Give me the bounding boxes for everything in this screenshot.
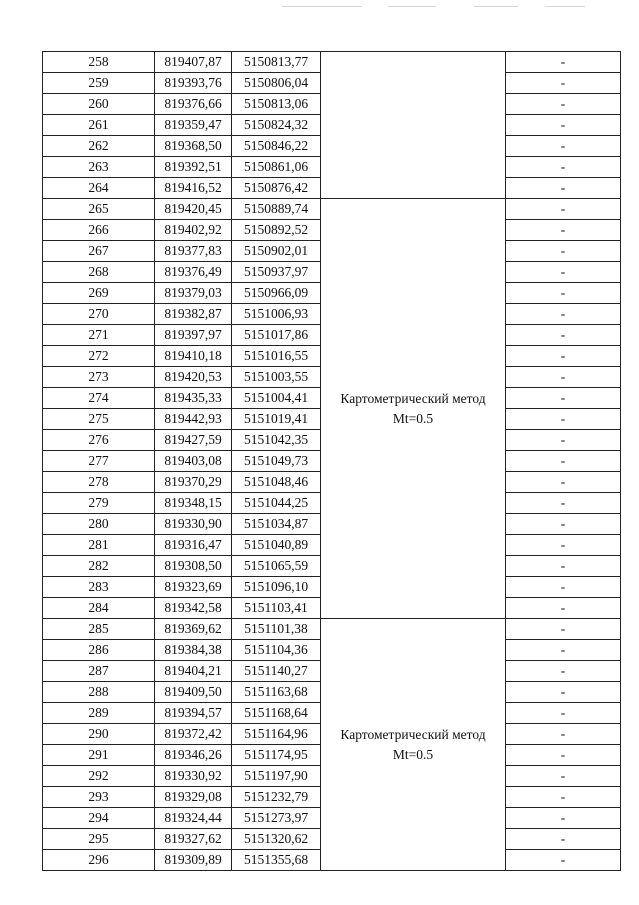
method-label: Картометрический метод — [340, 390, 486, 406]
point-number-cell: 265 — [43, 199, 155, 220]
x-coordinate-cell: 819402,92 — [155, 220, 232, 241]
point-number-cell: 290 — [43, 724, 155, 745]
note-cell: - — [506, 52, 621, 73]
x-coordinate-cell: 819382,87 — [155, 304, 232, 325]
note-cell: - — [506, 766, 621, 787]
point-number-cell: 277 — [43, 451, 155, 472]
point-number-cell: 268 — [43, 262, 155, 283]
x-coordinate-cell: 819416,52 — [155, 178, 232, 199]
x-coordinate-cell: 819359,47 — [155, 115, 232, 136]
point-number-cell: 267 — [43, 241, 155, 262]
y-coordinate-cell: 5151168,64 — [232, 703, 321, 724]
point-number-cell: 294 — [43, 808, 155, 829]
point-number-cell: 280 — [43, 514, 155, 535]
y-coordinate-cell: 5150889,74 — [232, 199, 321, 220]
point-number-cell: 273 — [43, 367, 155, 388]
y-coordinate-cell: 5151044,25 — [232, 493, 321, 514]
x-coordinate-cell: 819308,50 — [155, 556, 232, 577]
x-coordinate-cell: 819368,50 — [155, 136, 232, 157]
y-coordinate-cell: 5151017,86 — [232, 325, 321, 346]
x-coordinate-cell: 819329,08 — [155, 787, 232, 808]
method-cell — [321, 199, 506, 619]
y-coordinate-cell: 5151004,41 — [232, 388, 321, 409]
point-number-cell: 276 — [43, 430, 155, 451]
note-cell: - — [506, 724, 621, 745]
y-coordinate-cell: 5151003,55 — [232, 367, 321, 388]
top-scan-line — [545, 6, 585, 7]
note-cell: - — [506, 850, 621, 871]
note-cell: - — [506, 661, 621, 682]
coordinates-table — [42, 51, 621, 871]
x-coordinate-cell: 819323,69 — [155, 577, 232, 598]
method-label: Картометрический метод — [340, 726, 486, 742]
note-cell: - — [506, 808, 621, 829]
x-coordinate-cell: 819409,50 — [155, 682, 232, 703]
point-number-cell: 263 — [43, 157, 155, 178]
x-coordinate-cell: 819309,89 — [155, 850, 232, 871]
point-number-cell: 295 — [43, 829, 155, 850]
y-coordinate-cell: 5151048,46 — [232, 472, 321, 493]
point-number-cell: 292 — [43, 766, 155, 787]
accuracy-label: Mt=0.5 — [392, 746, 434, 762]
note-cell: - — [506, 472, 621, 493]
note-cell: - — [506, 157, 621, 178]
x-coordinate-cell: 819346,26 — [155, 745, 232, 766]
x-coordinate-cell: 819342,58 — [155, 598, 232, 619]
note-cell: - — [506, 598, 621, 619]
x-coordinate-cell: 819330,92 — [155, 766, 232, 787]
note-cell: - — [506, 745, 621, 766]
y-coordinate-cell: 5151049,73 — [232, 451, 321, 472]
point-number-cell: 264 — [43, 178, 155, 199]
note-cell: - — [506, 115, 621, 136]
x-coordinate-cell: 819393,76 — [155, 73, 232, 94]
note-cell: - — [506, 178, 621, 199]
note-cell: - — [506, 430, 621, 451]
table-row — [43, 619, 621, 640]
y-coordinate-cell: 5150806,04 — [232, 73, 321, 94]
note-cell: - — [506, 829, 621, 850]
point-number-cell: 274 — [43, 388, 155, 409]
accuracy-label: Mt=0.5 — [392, 410, 434, 426]
x-coordinate-cell: 819397,97 — [155, 325, 232, 346]
note-cell: - — [506, 556, 621, 577]
point-number-cell: 266 — [43, 220, 155, 241]
note-cell: - — [506, 409, 621, 430]
table-row — [43, 199, 621, 220]
y-coordinate-cell: 5151019,41 — [232, 409, 321, 430]
note-cell: - — [506, 619, 621, 640]
top-scan-line — [282, 6, 362, 7]
note-cell: - — [506, 304, 621, 325]
point-number-cell: 284 — [43, 598, 155, 619]
y-coordinate-cell: 5151101,38 — [232, 619, 321, 640]
x-coordinate-cell: 819392,51 — [155, 157, 232, 178]
y-coordinate-cell: 5151016,55 — [232, 346, 321, 367]
x-coordinate-cell: 819404,21 — [155, 661, 232, 682]
y-coordinate-cell: 5151006,93 — [232, 304, 321, 325]
y-coordinate-cell: 5151232,79 — [232, 787, 321, 808]
top-scan-line — [388, 6, 436, 7]
point-number-cell: 258 — [43, 52, 155, 73]
point-number-cell: 259 — [43, 73, 155, 94]
note-cell: - — [506, 94, 621, 115]
note-cell: - — [506, 262, 621, 283]
x-coordinate-cell: 819410,18 — [155, 346, 232, 367]
x-coordinate-cell: 819384,38 — [155, 640, 232, 661]
note-cell: - — [506, 451, 621, 472]
point-number-cell: 282 — [43, 556, 155, 577]
y-coordinate-cell: 5151042,35 — [232, 430, 321, 451]
y-coordinate-cell: 5151197,90 — [232, 766, 321, 787]
x-coordinate-cell: 819435,33 — [155, 388, 232, 409]
point-number-cell: 269 — [43, 283, 155, 304]
y-coordinate-cell: 5151163,68 — [232, 682, 321, 703]
y-coordinate-cell: 5151355,68 — [232, 850, 321, 871]
y-coordinate-cell: 5151040,89 — [232, 535, 321, 556]
y-coordinate-cell: 5150937,97 — [232, 262, 321, 283]
x-coordinate-cell: 819330,90 — [155, 514, 232, 535]
x-coordinate-cell: 819376,49 — [155, 262, 232, 283]
point-number-cell: 286 — [43, 640, 155, 661]
y-coordinate-cell: 5151320,62 — [232, 829, 321, 850]
note-cell: - — [506, 703, 621, 724]
y-coordinate-cell: 5150861,06 — [232, 157, 321, 178]
method-cell — [321, 52, 506, 199]
y-coordinate-cell: 5150824,32 — [232, 115, 321, 136]
y-coordinate-cell: 5150966,09 — [232, 283, 321, 304]
note-cell: - — [506, 136, 621, 157]
x-coordinate-cell: 819377,83 — [155, 241, 232, 262]
note-cell: - — [506, 199, 621, 220]
point-number-cell: 275 — [43, 409, 155, 430]
y-coordinate-cell: 5151104,36 — [232, 640, 321, 661]
note-cell: - — [506, 535, 621, 556]
x-coordinate-cell: 819324,44 — [155, 808, 232, 829]
note-cell: - — [506, 514, 621, 535]
x-coordinate-cell: 819379,03 — [155, 283, 232, 304]
top-scan-line — [474, 6, 518, 7]
point-number-cell: 287 — [43, 661, 155, 682]
point-number-cell: 281 — [43, 535, 155, 556]
y-coordinate-cell: 5151140,27 — [232, 661, 321, 682]
point-number-cell: 291 — [43, 745, 155, 766]
y-coordinate-cell: 5150813,06 — [232, 94, 321, 115]
note-cell: - — [506, 220, 621, 241]
x-coordinate-cell: 819327,62 — [155, 829, 232, 850]
note-cell: - — [506, 577, 621, 598]
x-coordinate-cell: 819316,47 — [155, 535, 232, 556]
y-coordinate-cell: 5151164,96 — [232, 724, 321, 745]
table-row — [43, 52, 621, 73]
x-coordinate-cell: 819348,15 — [155, 493, 232, 514]
y-coordinate-cell: 5150902,01 — [232, 241, 321, 262]
note-cell: - — [506, 367, 621, 388]
point-number-cell: 288 — [43, 682, 155, 703]
x-coordinate-cell: 819442,93 — [155, 409, 232, 430]
y-coordinate-cell: 5150892,52 — [232, 220, 321, 241]
point-number-cell: 289 — [43, 703, 155, 724]
note-cell: - — [506, 682, 621, 703]
note-cell: - — [506, 325, 621, 346]
y-coordinate-cell: 5151174,95 — [232, 745, 321, 766]
point-number-cell: 293 — [43, 787, 155, 808]
y-coordinate-cell: 5151065,59 — [232, 556, 321, 577]
note-cell: - — [506, 346, 621, 367]
note-cell: - — [506, 241, 621, 262]
x-coordinate-cell: 819369,62 — [155, 619, 232, 640]
x-coordinate-cell: 819407,87 — [155, 52, 232, 73]
note-cell: - — [506, 388, 621, 409]
point-number-cell: 296 — [43, 850, 155, 871]
x-coordinate-cell: 819370,29 — [155, 472, 232, 493]
point-number-cell: 271 — [43, 325, 155, 346]
note-cell: - — [506, 787, 621, 808]
note-cell: - — [506, 493, 621, 514]
x-coordinate-cell: 819427,59 — [155, 430, 232, 451]
method-cell — [321, 619, 506, 871]
y-coordinate-cell: 5150813,77 — [232, 52, 321, 73]
y-coordinate-cell: 5151103,41 — [232, 598, 321, 619]
x-coordinate-cell: 819394,57 — [155, 703, 232, 724]
point-number-cell: 270 — [43, 304, 155, 325]
y-coordinate-cell: 5151273,97 — [232, 808, 321, 829]
x-coordinate-cell: 819403,08 — [155, 451, 232, 472]
note-cell: - — [506, 73, 621, 94]
point-number-cell: 285 — [43, 619, 155, 640]
point-number-cell: 283 — [43, 577, 155, 598]
y-coordinate-cell: 5151096,10 — [232, 577, 321, 598]
point-number-cell: 272 — [43, 346, 155, 367]
x-coordinate-cell: 819420,45 — [155, 199, 232, 220]
y-coordinate-cell: 5151034,87 — [232, 514, 321, 535]
point-number-cell: 278 — [43, 472, 155, 493]
point-number-cell: 262 — [43, 136, 155, 157]
point-number-cell: 260 — [43, 94, 155, 115]
note-cell: - — [506, 283, 621, 304]
point-number-cell: 279 — [43, 493, 155, 514]
y-coordinate-cell: 5150846,22 — [232, 136, 321, 157]
y-coordinate-cell: 5150876,42 — [232, 178, 321, 199]
x-coordinate-cell: 819376,66 — [155, 94, 232, 115]
x-coordinate-cell: 819372,42 — [155, 724, 232, 745]
point-number-cell: 261 — [43, 115, 155, 136]
x-coordinate-cell: 819420,53 — [155, 367, 232, 388]
note-cell: - — [506, 640, 621, 661]
